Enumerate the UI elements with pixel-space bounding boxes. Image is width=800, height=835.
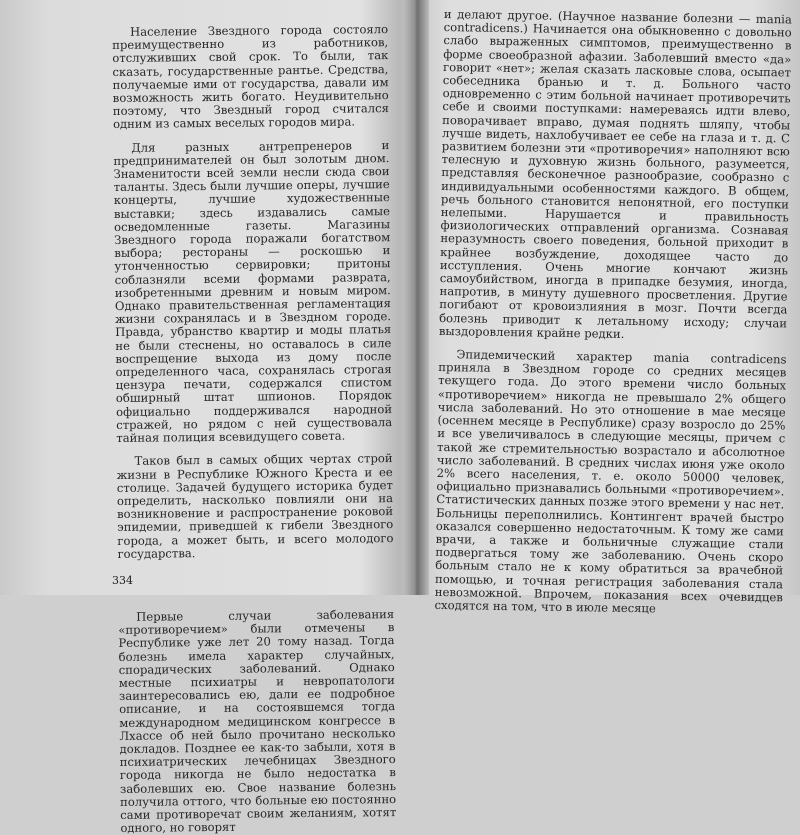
- paragraph: Для разных антрепренеров и предпринимателей он был золотым дном. Знаменитости всей земли несли сюда свои таланты. Здесь были лучшие оперы, лучшие концерты, лучшие художественные выставки; здесь издавались самые осведомленные газеты. Магазины Звездного города поражали богатством выбора; рестораны — роскошью и утонченностью сервировки; притоны соблазняли всеми формами разврата, изобретенными древним и новым миром. Однако правительственная регламентация жизни сохранялась и в Звездном городе. Правда, убранство квартир и моды платья не были стеснены, но оставалось в силе воспрещение выхода из дому после определенного часа, сохранялась строгая цензура печати, содержался спистом обширный штат шпионов. Порядок официально поддерживался народной стражей, но рядом с ней существовала тайная полиция всевидущего совета.: [113, 137, 393, 446]
- page-number: 334: [112, 574, 133, 587]
- paragraph: Таков был в самых общих чертах строй жизни в Республике Южного Креста и ее столице. Задачей будущего историка будет определить, насколько повлияли они на возникновение и распространение роковой эпидемии, приведшей к гибели Звездного города, а может быть, и всего молодого государства.: [116, 451, 394, 561]
- right-page: [418, 0, 800, 616]
- paragraph: и делают другое. (Научное название болезни — mania contradicens.) Начинается она обыкновенно с довольно слабо выраженных симптомов, преимущественно в форме своеобразной афазии. Заболевший вместо «да» говорит «нет»; желая сказать ласковые слова, осыпает собеседника бранью и т. д. Больного часто одновременно с этим больной начинает противоречить себе и своими поступками: намереваясь идти влево, поворачивает вправо, думая поднять шляпу, чтобы лучше видеть, нахлобучивает ее себе на глаза и т. д. С развитием болезни эти «противоречия» наполняют всю телесную и духовную жизнь больного, разумеется, представляя бесконечное разнообразие, сообразно с индивидуальными особенностями каждого. В общем, речь больного становится непонятной, его поступки нелепыми. Нарушается и правильность физиологических отправлений организма. Сознавая неразумность своего поведения, больной приходит в крайнее возбуждение, доходящее часто до исступления. Очень многие кончают жизнь самоубийством, иногда в припадке безумия, иногда, напротив, в минуту душевного просветления. Другие погибают от кровоизлияния в мозг. Почти всегда болезнь приводит к летальному исходу; случаи выздоровления крайне редки.: [438, 7, 792, 341]
- paragraph: Первые случаи заболевания «противоречием» были отмечены в Республике уже лет 20 тому назад. Тогда болезнь имела характер случайных, спорадических заболеваний. Однако местные психиатры и невропатологи заинтересовались ею, дали ее подробное описание, и на состоявшемся тогда международном медицинском конгрессе в Лхассе об ней было прочитано несколько докладов. Позднее ее как-то забыли, хотя в психиатрических лечебницах Звездного города никогда не было недостатка в заболевших ею. Свое название болезнь получила оттого, что больные ею постоянно сами противоречат своим желаниям, хотят одного, но говорят: [118, 606, 397, 835]
- paragraph: Эпидемический характер mania contradicens приняла в Звездном городе со средних месяцев текущего года. До этого времени число больных «противоречием» никогда не превышало 2% общего числа заболеваний. Но это отношение в мае месяце (осеннем месяце в Республике) сразу возросло до 25% и все увеличивалось в следующие месяцы, причем с такой же стремительностью возрастало и абсолютное число заболеваний. В средних числах июня уже около 2% всего населения, т. е. около 50000 человек, официально признавались больными «противоречием». Статистических данных позже этого времени у нас нет. Больницы переполнились. Контингент врачей быстро оказался совершенно недостаточным. К тому же сами врачи, а также и больничные служащие стали подвергаться тому же заболеванию. Очень скоро больным стало не к кому обратиться за врачебной помощью, и точная регистрация заболевания стала невозможной. Впрочем, показания всех очевидцев сходятся на том, что в июле месяце: [434, 347, 787, 616]
- paragraph: Население Звездного города состояло преимущественно из работников, отслуживших свой срок. То были, так сказать, государственные рантье. Средства, получаемые ими от государства, давали им возможность жить богато. Неудивительно поэтому, что Звездный город считался одним из самых веселых городов мира.: [112, 22, 389, 132]
- left-text-column: [112, 23, 396, 835]
- right-text-column: [435, 8, 792, 618]
